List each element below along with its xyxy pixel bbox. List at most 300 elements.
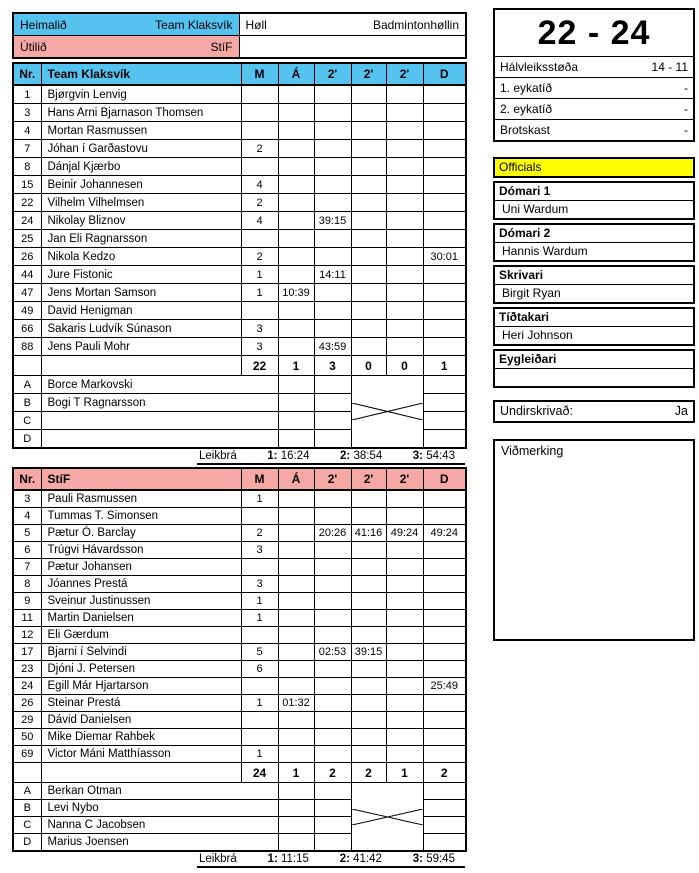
- stat-t1-cell: [314, 746, 351, 763]
- blank-cell: [314, 783, 351, 800]
- column-header: 2': [314, 63, 351, 85]
- stat-d-cell: [423, 194, 466, 212]
- stat-m-cell: [241, 104, 278, 122]
- player-row: [13, 490, 466, 508]
- hall-cell: [239, 13, 466, 36]
- stat-m-cell: 1: [241, 746, 278, 763]
- period-value: 41:42: [353, 853, 382, 865]
- player-name: Martin Danielsen: [41, 610, 241, 627]
- player-name: Jure Fistonic: [41, 266, 241, 284]
- officials-title: Officials: [493, 157, 695, 178]
- player-name: Jóhan í Garðastovu: [41, 140, 241, 158]
- blank-cell: [423, 376, 466, 394]
- shootout-value: -: [684, 123, 688, 137]
- player-name: Bjarni í Selvindi: [41, 644, 241, 661]
- stat-a-cell: [278, 338, 314, 356]
- stat-t3-cell: [386, 176, 423, 194]
- stat-t1-cell: [314, 248, 351, 266]
- home-team-name: Team Klaksvík: [155, 17, 233, 32]
- cross-mark-icon: [352, 403, 423, 420]
- total-a: 1: [278, 763, 314, 783]
- stat-t3-cell: [386, 302, 423, 320]
- stat-t2-cell: [351, 576, 386, 593]
- stat-m-cell: [241, 302, 278, 320]
- blank-cell: [278, 817, 314, 834]
- stat-t1-cell: [314, 610, 351, 627]
- official-role: Tíðtakari: [495, 309, 693, 327]
- home-label: Heimalið: [20, 17, 67, 32]
- stat-t2-cell: [351, 284, 386, 302]
- away-team-cell: [13, 36, 239, 59]
- column-header: 2': [314, 468, 351, 490]
- stat-d-cell: [423, 284, 466, 302]
- official-code: A: [13, 376, 41, 394]
- stat-a-cell: [278, 230, 314, 248]
- player-name: Pauli Rasmussen: [41, 490, 241, 508]
- stat-t3-cell: [386, 644, 423, 661]
- player-number: 8: [13, 158, 41, 176]
- player-name: Jóannes Prestá: [41, 576, 241, 593]
- official-entry: [493, 181, 695, 220]
- official-entry: [493, 223, 695, 262]
- player-row: [13, 104, 466, 122]
- stat-t3-cell: [386, 576, 423, 593]
- stat-t2-cell: [351, 593, 386, 610]
- team-official-name: [41, 412, 278, 430]
- team-official-name: [41, 430, 278, 449]
- total-t1: 3: [314, 356, 351, 376]
- official-code: A: [13, 783, 41, 800]
- stat-t2-cell: 41:16: [351, 525, 386, 542]
- official-entry: [493, 349, 695, 388]
- signed-label: Undirskrivað:: [500, 404, 573, 418]
- stat-t3-cell: 49:24: [386, 525, 423, 542]
- stat-m-cell: 2: [241, 194, 278, 212]
- stat-t1-cell: [314, 140, 351, 158]
- stat-m-cell: 1: [241, 610, 278, 627]
- period-time: [413, 853, 455, 865]
- player-row: [13, 525, 466, 542]
- player-name: Jan Eli Ragnarsson: [41, 230, 241, 248]
- stat-d-cell: [423, 266, 466, 284]
- stat-d-cell: [423, 644, 466, 661]
- cross-mark-icon: [352, 809, 423, 825]
- stat-t1-cell: [314, 729, 351, 746]
- stat-t3-cell: [386, 712, 423, 729]
- halftime-row: [495, 56, 693, 77]
- stat-t3-cell: [386, 320, 423, 338]
- stat-d-cell: [423, 122, 466, 140]
- overtime1-row: [495, 77, 693, 98]
- stat-t1-cell: [314, 593, 351, 610]
- stat-a-cell: [278, 729, 314, 746]
- player-row: [13, 266, 466, 284]
- player-number: 26: [13, 248, 41, 266]
- stat-d-cell: [423, 320, 466, 338]
- player-number: 29: [13, 712, 41, 729]
- player-number: 49: [13, 302, 41, 320]
- stat-d-cell: [423, 593, 466, 610]
- stat-d-cell: 30:01: [423, 248, 466, 266]
- column-header: 2': [386, 63, 423, 85]
- player-number: 8: [13, 576, 41, 593]
- stat-t3-cell: [386, 695, 423, 712]
- stat-t1-cell: [314, 712, 351, 729]
- stat-a-cell: [278, 320, 314, 338]
- stat-t2-cell: [351, 140, 386, 158]
- stat-t1-cell: [314, 490, 351, 508]
- period-number: 1:: [267, 450, 281, 462]
- stat-a-cell: [278, 610, 314, 627]
- player-row: [13, 284, 466, 302]
- stat-t2-cell: [351, 508, 386, 525]
- column-header: M: [241, 468, 278, 490]
- stat-t3-cell: [386, 559, 423, 576]
- stat-t3-cell: [386, 678, 423, 695]
- stat-m-cell: [241, 627, 278, 644]
- period-value: 59:45: [426, 853, 455, 865]
- player-row: [13, 140, 466, 158]
- stat-t2-cell: [351, 194, 386, 212]
- total-a: 1: [278, 356, 314, 376]
- player-row: [13, 746, 466, 763]
- blank-cell: [314, 376, 351, 394]
- total-m: 24: [241, 763, 278, 783]
- stat-a-cell: [278, 593, 314, 610]
- stat-t2-cell: [351, 338, 386, 356]
- officials-panel: [493, 157, 695, 388]
- player-row: [13, 695, 466, 712]
- stat-d-cell: [423, 490, 466, 508]
- stat-m-cell: [241, 729, 278, 746]
- team-official-row: [13, 376, 466, 394]
- stat-t1-cell: [314, 661, 351, 678]
- player-number: 69: [13, 746, 41, 763]
- total-t3: 0: [386, 356, 423, 376]
- stat-m-cell: 4: [241, 212, 278, 230]
- total-d: 2: [423, 763, 466, 783]
- column-header: D: [423, 468, 466, 490]
- stat-a-cell: 10:39: [278, 284, 314, 302]
- stat-t2-cell: [351, 729, 386, 746]
- player-number: 7: [13, 140, 41, 158]
- column-header: Á: [278, 468, 314, 490]
- column-header: M: [241, 63, 278, 85]
- column-header: 2': [351, 63, 386, 85]
- stat-d-cell: [423, 104, 466, 122]
- stat-t1-cell: [314, 194, 351, 212]
- official-name: Heri Johnson: [502, 328, 573, 342]
- player-row: [13, 302, 466, 320]
- official-code: C: [13, 817, 41, 834]
- stat-a-cell: [278, 525, 314, 542]
- stat-t2-cell: [351, 542, 386, 559]
- player-row: [13, 194, 466, 212]
- home-team-cell: [13, 13, 239, 36]
- stat-t2-cell: [351, 176, 386, 194]
- player-number: 24: [13, 678, 41, 695]
- stat-t2-cell: 39:15: [351, 644, 386, 661]
- totals-number-cell: [13, 356, 41, 376]
- team-official-name: Nanna C Jacobsen: [41, 817, 278, 834]
- player-number: 17: [13, 644, 41, 661]
- stat-m-cell: [241, 508, 278, 525]
- stat-a-cell: [278, 490, 314, 508]
- stat-t3-cell: [386, 212, 423, 230]
- player-name: Pætur Johansen: [41, 559, 241, 576]
- stat-m-cell: [241, 678, 278, 695]
- stat-m-cell: 6: [241, 661, 278, 678]
- stat-m-cell: 1: [241, 593, 278, 610]
- stat-d-cell: [423, 140, 466, 158]
- stat-d-cell: [423, 158, 466, 176]
- overtime2-row: [495, 98, 693, 119]
- player-number: 66: [13, 320, 41, 338]
- stat-d-cell: [423, 746, 466, 763]
- stat-d-cell: [423, 729, 466, 746]
- official-code: D: [13, 834, 41, 852]
- player-row: [13, 248, 466, 266]
- official-role: Dómari 2: [495, 225, 693, 243]
- stat-t3-cell: [386, 158, 423, 176]
- stat-a-cell: [278, 194, 314, 212]
- player-row: [13, 729, 466, 746]
- blank-cell: [423, 430, 466, 449]
- player-name: Tummas T. Simonsen: [41, 508, 241, 525]
- final-score: 22 - 24: [537, 14, 651, 52]
- column-header: Nr.: [13, 468, 41, 490]
- stat-d-cell: [423, 542, 466, 559]
- match-info-table: [12, 12, 467, 59]
- stat-d-cell: [423, 576, 466, 593]
- stat-t1-cell: [314, 158, 351, 176]
- blank-cell: [278, 394, 314, 412]
- official-code: C: [13, 412, 41, 430]
- signed-box: [493, 400, 695, 423]
- player-name: Nikolay Bliznov: [41, 212, 241, 230]
- stat-t2-cell: [351, 695, 386, 712]
- stat-t3-cell: [386, 248, 423, 266]
- stat-t2-cell: [351, 712, 386, 729]
- team-official-name: Marius Joensen: [41, 834, 278, 852]
- official-name: Hannis Wardum: [502, 244, 588, 258]
- blank-cell: [423, 412, 466, 430]
- stat-d-cell: [423, 661, 466, 678]
- rosters: [12, 62, 465, 868]
- stat-d-cell: [423, 212, 466, 230]
- period-value: 38:54: [353, 450, 383, 462]
- total-t2: 0: [351, 356, 386, 376]
- player-row: [13, 610, 466, 627]
- player-name: Steinar Prestá: [41, 695, 241, 712]
- stat-t2-cell: [351, 610, 386, 627]
- stat-t2-cell: [351, 122, 386, 140]
- player-name: Victor Máni Matthíasson: [41, 746, 241, 763]
- stat-a-cell: [278, 85, 314, 104]
- stat-t1-cell: [314, 678, 351, 695]
- total-t2: 2: [351, 763, 386, 783]
- player-number: 4: [13, 122, 41, 140]
- stat-a-cell: [278, 158, 314, 176]
- player-name: David Henigman: [41, 302, 241, 320]
- official-role: Skrivari: [495, 267, 693, 285]
- stat-t3-cell: [386, 729, 423, 746]
- halftime-score: 14 - 11: [651, 60, 688, 74]
- player-name: Hans Arni Bjarnason Thomsen: [41, 104, 241, 122]
- signed-value: Ja: [674, 404, 688, 418]
- stat-m-cell: 3: [241, 576, 278, 593]
- stat-a-cell: [278, 644, 314, 661]
- left-column: [12, 12, 465, 870]
- stat-t2-cell: [351, 678, 386, 695]
- player-number: 22: [13, 194, 41, 212]
- stat-t1-cell: [314, 542, 351, 559]
- column-header: 2': [386, 468, 423, 490]
- stat-t1-cell: [314, 559, 351, 576]
- stat-d-cell: [423, 695, 466, 712]
- stat-t3-cell: [386, 610, 423, 627]
- stat-m-cell: 5: [241, 644, 278, 661]
- stat-a-cell: [278, 746, 314, 763]
- stat-a-cell: [278, 576, 314, 593]
- stat-m-cell: [241, 559, 278, 576]
- stat-t1-cell: [314, 104, 351, 122]
- player-number: 23: [13, 661, 41, 678]
- official-name: [495, 369, 693, 386]
- period-number: 1:: [267, 853, 281, 865]
- stat-m-cell: 2: [241, 140, 278, 158]
- period-number: 2:: [340, 450, 354, 462]
- leikbra-footer: [197, 450, 465, 465]
- stat-a-cell: [278, 627, 314, 644]
- player-row: [13, 559, 466, 576]
- team-official-row: [13, 783, 466, 800]
- stat-m-cell: 2: [241, 525, 278, 542]
- stat-t3-cell: [386, 284, 423, 302]
- official-role: Dómari 1: [495, 183, 693, 201]
- column-header: Nr.: [13, 63, 41, 85]
- player-row: [13, 176, 466, 194]
- blank-cell: [423, 800, 466, 817]
- player-row: [13, 661, 466, 678]
- score-panel: [493, 8, 695, 142]
- period-time: [268, 853, 309, 865]
- roster-header-row: [13, 63, 466, 85]
- stat-a-cell: 01:32: [278, 695, 314, 712]
- stat-t3-cell: [386, 194, 423, 212]
- leikbra-label: Leikbrá: [199, 450, 237, 462]
- player-row: [13, 338, 466, 356]
- stat-t1-cell: [314, 576, 351, 593]
- stat-t1-cell: [314, 508, 351, 525]
- blank-cell: [314, 834, 351, 852]
- period-value: 16:24: [280, 450, 310, 462]
- player-name: Egill Már Hjartarson: [41, 678, 241, 695]
- overtime1-label: 1. eykatíð: [500, 81, 553, 95]
- stat-d-cell: 25:49: [423, 678, 466, 695]
- team-official-name: Bogi T Ragnarsson: [41, 394, 278, 412]
- team-official-name: Berkan Otman: [41, 783, 278, 800]
- player-row: [13, 678, 466, 695]
- stat-a-cell: [278, 661, 314, 678]
- remarks-box: [493, 439, 695, 641]
- stat-a-cell: [278, 140, 314, 158]
- blank-cell: [278, 783, 314, 800]
- column-header: Á: [278, 63, 314, 85]
- player-number: 3: [13, 104, 41, 122]
- period-number: 2:: [339, 853, 354, 865]
- blank-cell: [314, 800, 351, 817]
- stat-t1-cell: [314, 230, 351, 248]
- stat-t3-cell: [386, 266, 423, 284]
- stat-t3-cell: [386, 508, 423, 525]
- stat-t1-cell: [314, 695, 351, 712]
- blank-cell: [278, 376, 314, 394]
- totals-number-cell: [13, 763, 41, 783]
- player-name: Nikola Kedzo: [41, 248, 241, 266]
- blank-cell: [314, 412, 351, 430]
- official-code: B: [13, 394, 41, 412]
- stat-t2-cell: [351, 559, 386, 576]
- team-name-header: StíF: [41, 468, 241, 490]
- player-name: Dánjal Kjærbo: [41, 158, 241, 176]
- stat-t1-cell: [314, 284, 351, 302]
- hall-label: Høll: [245, 17, 267, 32]
- player-number: 7: [13, 559, 41, 576]
- player-row: [13, 158, 466, 176]
- blank-cell: [278, 430, 314, 449]
- cross-mark-cell: [351, 783, 423, 852]
- blank-cell: [423, 783, 466, 800]
- stat-t2-cell: [351, 85, 386, 104]
- stat-a-cell: [278, 122, 314, 140]
- player-number: 15: [13, 176, 41, 194]
- stat-t3-cell: [386, 661, 423, 678]
- player-row: [13, 230, 466, 248]
- blank-cell: [314, 817, 351, 834]
- player-number: 1: [13, 85, 41, 104]
- player-number: 4: [13, 508, 41, 525]
- overtime2-label: 2. eykatíð: [500, 102, 553, 116]
- totals-name-cell: [41, 763, 241, 783]
- stat-t1-cell: [314, 122, 351, 140]
- period-number: 3:: [412, 853, 427, 865]
- player-name: Sveinur Justinussen: [41, 593, 241, 610]
- stat-a-cell: [278, 266, 314, 284]
- stat-a-cell: [278, 542, 314, 559]
- player-name: Bjørgvin Lenvig: [41, 85, 241, 104]
- stat-d-cell: [423, 627, 466, 644]
- stat-t2-cell: [351, 661, 386, 678]
- blank-cell: [278, 412, 314, 430]
- stat-a-cell: [278, 248, 314, 266]
- player-name: Trúgvi Hávardsson: [41, 542, 241, 559]
- stat-a-cell: [278, 559, 314, 576]
- hall-name: Badmintonhøllin: [372, 17, 459, 32]
- stat-a-cell: [278, 508, 314, 525]
- official-entry: [493, 307, 695, 346]
- player-name: Dávid Danielsen: [41, 712, 241, 729]
- total-t1: 2: [314, 763, 351, 783]
- blank-cell: [278, 800, 314, 817]
- stat-t3-cell: [386, 85, 423, 104]
- stat-a-cell: [278, 712, 314, 729]
- period-value: 11:15: [280, 853, 309, 865]
- player-row: [13, 85, 466, 104]
- home-row: [13, 13, 466, 36]
- stat-t2-cell: [351, 302, 386, 320]
- stat-t1-cell: [314, 302, 351, 320]
